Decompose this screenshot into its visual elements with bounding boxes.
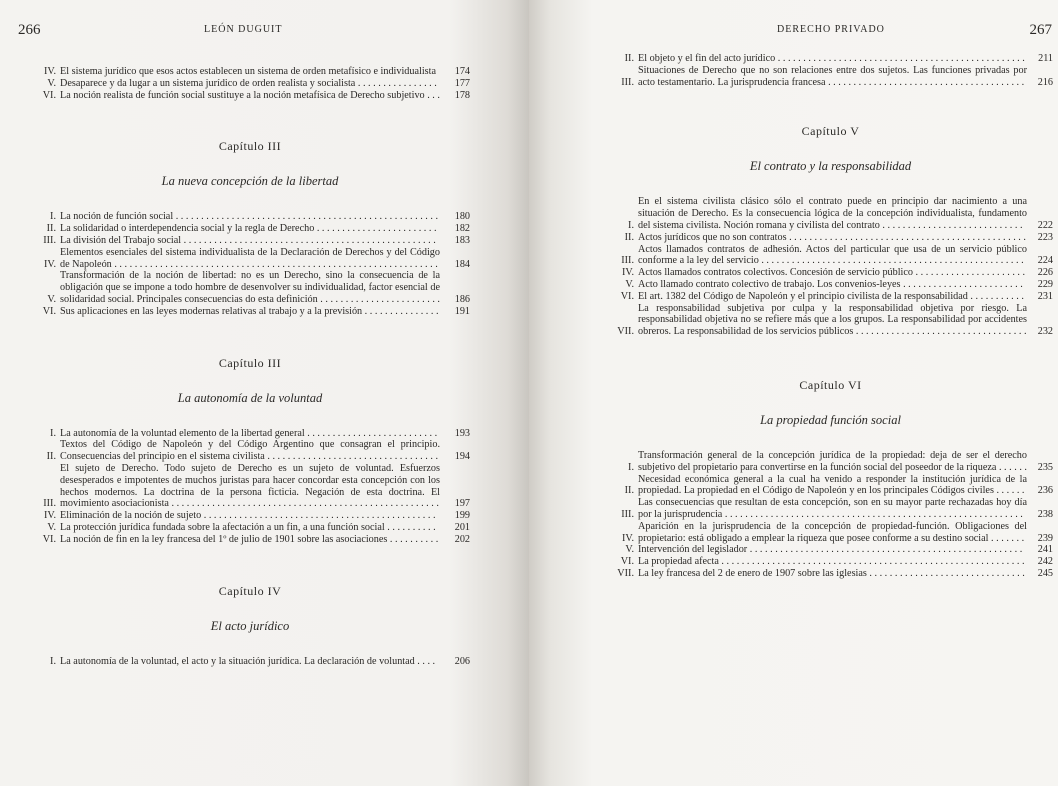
entry-title: Desaparece y da lugar a un sistema jurídico de orden realista y socialista . . . . . . . . . . . . . . . . [60, 77, 437, 89]
toc-entry [608, 232, 1053, 244]
entry-page: 180 [454, 211, 470, 223]
toc-entry [30, 223, 470, 235]
chapter-heading: Capítulo V [801, 124, 860, 139]
toc-section [30, 211, 470, 317]
entry-page: 232 [1037, 326, 1053, 338]
toc-entry [30, 78, 470, 90]
toc-entry [608, 450, 1053, 474]
entry-title: La propiedad afecta . . . . . . . . . . . . . . . . . . . . . . . . . . . . . . . . . . . . . . . . . . . . . . . . . . . . . . . . . . . . [638, 556, 1025, 568]
entry-page: 238 [1037, 508, 1053, 520]
entry-number: VII. [617, 567, 634, 579]
entry-page: 201 [454, 521, 470, 533]
entry-page: 229 [1037, 278, 1053, 290]
entry-page: 211 [1038, 53, 1053, 64]
toc-entry [608, 196, 1053, 231]
toc-entry [608, 497, 1053, 521]
entry-title: Aparición en la jurisprudencia de la concepción de propiedad-función. Obligaciones del propietario: está obligado a emplear la riqueza que posee conforme a su destino social . . . . . . . [638, 520, 1027, 544]
toc-entry [608, 303, 1053, 338]
toc-entry [30, 656, 470, 668]
entry-page: 194 [454, 451, 470, 463]
entry-number: I. [50, 655, 56, 667]
entry-title: En el sistema civilista clásico sólo el contrato puede en principio dar nacimiento a una situación de Derecho. Es la consecuencia lógica de la concepción individualista, fundamento del sistema civilista. Noción romana y civilista del contrato . . . . . . . . . . . . . . . . . . . . . . . . . . . . [638, 196, 1027, 231]
entry-number: VI. [42, 533, 56, 545]
entry-title: Actos llamados contratos colectivos. Concesión de servicio público . . . . . . . . . . . . . . . . . . . . . . [638, 267, 1026, 279]
chapter-title: La nueva concepción de la libertad [161, 174, 339, 189]
entry-number: III. [621, 508, 634, 520]
entry-page: 216 [1037, 76, 1053, 88]
entry-title: Eliminación de la noción de sujeto . . . . . . . . . . . . . . . . . . . . . . . . . . . . . . . . . . . . . . . . . . . . . . [60, 510, 436, 522]
chapter-title: El contrato y la responsabilidad [749, 159, 912, 174]
entry-page: 202 [454, 533, 470, 545]
entry-number: IV. [622, 532, 634, 544]
toc-entry [30, 439, 470, 463]
entry-page: 174 [454, 66, 470, 77]
toc-entry [608, 521, 1053, 545]
right-page [529, 0, 1058, 786]
toc-entry [30, 66, 470, 78]
entry-number: I. [50, 211, 56, 223]
entry-page: 183 [454, 234, 470, 246]
entry-title: El art. 1382 del Código de Napoleón y el principio civilista de la responsabilidad . . . . . . . . . . . [638, 290, 1024, 302]
entry-title: Textos del Código de Napoleón y del Código Argentino que consagran el principio. Consecuencias del principio en el sistema civilista . . . . . . . . . . . . . . . . . . . . . . . . . . . . . . . . . . [60, 439, 440, 463]
toc-entry [30, 522, 470, 534]
entry-title: Intervención del legislador . . . . . . . . . . . . . . . . . . . . . . . . . . . . . . . . . . . . . . . . . . . . . . . . . . . . . . [638, 544, 1023, 556]
entry-page: 236 [1037, 485, 1053, 497]
entry-page: 224 [1037, 255, 1053, 267]
toc-section [608, 450, 1053, 580]
entry-page: 206 [454, 655, 470, 667]
toc-entry [30, 306, 470, 318]
entry-title: La noción de fin en la ley francesa del 1º de julio de 1901 sobre las asociaciones . . . . . . . . . . [60, 533, 439, 545]
entry-number: III. [43, 234, 56, 246]
toc-content [30, 66, 470, 667]
toc-entry [608, 544, 1053, 556]
toc-entry [608, 568, 1053, 580]
toc-entry [30, 270, 470, 305]
entry-number: IV. [44, 66, 56, 77]
toc-content [608, 53, 1053, 580]
entry-page: 242 [1037, 556, 1053, 568]
toc-section [608, 196, 1053, 338]
entry-number: V. [47, 521, 56, 533]
toc-entry [30, 247, 470, 271]
entry-title: El sujeto de Derecho. Todo sujeto de Derecho es un sujeto de voluntad. Esfuerzos desesperados e impotentes de muchos juristas para hacer concordar esta concepción con los hechos modernos. La doctrina de la persona ficticia. Negación de esta doctrina. El movimiento asociacionista . . . . . . . . . . . . . . . . . . . . . . . . . . . . . . . . . . . . . . . . . . . . . . . . . . . . . [60, 462, 440, 510]
entry-page: 184 [454, 258, 470, 270]
entry-page: 197 [454, 498, 470, 510]
entry-page: 241 [1037, 544, 1053, 556]
entry-title: La protección jurídica fundada sobre la afectación a un fin, a una función social . . . . . . . . . . [60, 521, 436, 533]
entry-number: III. [43, 498, 56, 510]
entry-number: VI. [42, 305, 56, 317]
entry-title: La ley francesa del 2 de enero de 1907 sobre las iglesias . . . . . . . . . . . . . . . . . . . . . . . . . . . . . . . [638, 567, 1025, 579]
entry-page: 239 [1037, 532, 1053, 544]
entry-title: La autonomía de la voluntad, el acto y la situación jurídica. La declaración de voluntad . . . . [60, 655, 436, 667]
entry-number: I. [50, 427, 56, 439]
entry-number: II. [46, 451, 56, 463]
chapter-heading: Capítulo III [218, 139, 282, 154]
entry-number: V. [625, 544, 634, 556]
running-head: LEÓN DUGUIT [204, 24, 283, 35]
entry-number: III. [621, 255, 634, 267]
entry-number: VI. [42, 89, 56, 101]
toc-section [30, 66, 470, 101]
entry-number: IV. [44, 258, 56, 270]
entry-title: La división del Trabajo social . . . . . . . . . . . . . . . . . . . . . . . . . . . . . . . . . . . . . . . . . . . . . . . . . . [60, 234, 436, 246]
chapter-title: La autonomía de la voluntad [177, 390, 323, 405]
entry-title: El objeto y el fin del acto jurídico . . . . . . . . . . . . . . . . . . . . . . . . . . . . . . . . . . . . . . . . . . . . . . . . . [638, 53, 1025, 64]
chapter-title: El acto jurídico [210, 618, 290, 633]
entry-number: II. [624, 485, 634, 497]
chapter-title: La propiedad función social [760, 412, 901, 427]
page-number: 266 [18, 22, 41, 38]
toc-entry [30, 428, 470, 440]
entry-title: Actos llamados contratos de adhesión. Actos del particular que usa de un servicio público conforme a la ley del servicio . . . . . . . . . . . . . . . . . . . . . . . . . . . . . . . . . . . . . . . . . . . . . . . . . . . . [638, 243, 1027, 267]
entry-title: La noción realista de función social sustituye a la noción metafísica de Derecho subjetivo . . . [60, 89, 440, 101]
entry-page: 182 [454, 223, 470, 235]
entry-number: I. [628, 219, 634, 231]
entry-page: 222 [1037, 219, 1053, 231]
toc-entry [30, 510, 470, 522]
entry-page: 177 [454, 77, 470, 89]
entry-page: 193 [454, 427, 470, 439]
entry-page: 245 [1037, 567, 1053, 579]
entry-page: 191 [454, 305, 470, 317]
toc-entry [30, 211, 470, 223]
entry-number: II. [46, 223, 56, 235]
toc-section [608, 53, 1053, 88]
entry-title: La solidaridad o interdependencia social y la regla de Derecho . . . . . . . . . . . . . . . . . . . . . . . . [60, 223, 437, 235]
entry-title: La autonomía de la voluntad elemento de la libertad general . . . . . . . . . . . . . . . . . . . . . . . . . . [60, 427, 438, 439]
toc-entry [608, 279, 1053, 291]
entry-title: Actos jurídicos que no son contratos . . . . . . . . . . . . . . . . . . . . . . . . . . . . . . . . . . . . . . . . . . . . . . . [638, 231, 1026, 243]
entry-number: III. [621, 76, 634, 88]
toc-section [30, 428, 470, 546]
entry-number: V. [625, 278, 634, 290]
entry-title: La responsabilidad subjetiva por culpa y la responsabilidad objetiva por riesgo. La responsabilidad objetiva no se refiere más que a los grupos. La responsabilidad por accidentes obreros. La responsabilidad de los servicios públicos . . . . . . . . . . . . . . . . . . . . . . . . . . . . . . . . . . [638, 302, 1027, 338]
toc-entry [30, 534, 470, 546]
entry-page: 178 [454, 89, 470, 101]
entry-number: I. [628, 461, 634, 473]
entry-title: Transformación general de la concepción jurídica de la propiedad: deja de ser el derecho subjetivo del propietario para convertirse en la función social del poseedor de la riqueza . . . . . . [638, 449, 1027, 473]
entry-title: El sistema jurídico que esos actos establecen un sistema de orden metafísico e individualista [60, 66, 436, 77]
entry-page: 223 [1037, 231, 1053, 243]
toc-entry [608, 556, 1053, 568]
entry-number: IV. [622, 267, 634, 279]
entry-number: II. [624, 231, 634, 243]
entry-page: 199 [454, 510, 470, 522]
entry-title: La noción de función social . . . . . . . . . . . . . . . . . . . . . . . . . . . . . . . . . . . . . . . . . . . . . . . . . . . . [60, 211, 439, 223]
entry-title: Elementos esenciales del sistema individualista de la Declaración de Derechos y del Código de Napoleón . . . . . . . . . . . . . . . . . . . . . . . . . . . . . . . . . . . . . . . . . . . . . . . . . . . . . . . . . . . . . . . . [60, 246, 440, 270]
entry-title: Sus aplicaciones en las leyes modernas relativas al trabajo y a la previsión . . . . . . . . . . . . . . . [60, 305, 439, 317]
toc-entry [608, 267, 1053, 279]
entry-title: Situaciones de Derecho que no son relaciones entre dos sujetos. Las funciones privadas por acto testamentario. La jurisprudencia francesa . . . . . . . . . . . . . . . . . . . . . . . . . . . . . . . . . . . . . . . [638, 64, 1027, 88]
toc-entry [608, 53, 1053, 65]
entry-number: IV. [44, 510, 56, 522]
entry-page: 231 [1037, 290, 1053, 302]
entry-number: V. [47, 293, 56, 305]
entry-number: VI. [620, 556, 634, 568]
page-number: 267 [1029, 22, 1052, 38]
chapter-heading: Capítulo VI [799, 377, 862, 392]
entry-number: V. [47, 77, 56, 89]
toc-entry [30, 90, 470, 102]
chapter-heading: Capítulo III [218, 355, 282, 370]
entry-title: Acto llamado contrato colectivo de trabajo. Los convenios-leyes . . . . . . . . . . . . . . . . . . . . . . . . [638, 278, 1023, 290]
toc-entry [608, 474, 1053, 498]
toc-section [30, 656, 470, 668]
toc-entry [608, 244, 1053, 268]
entry-number: II. [624, 53, 634, 64]
running-head: DERECHO PRIVADO [777, 24, 885, 35]
chapter-heading: Capítulo IV [218, 583, 282, 598]
entry-page: 186 [454, 293, 470, 305]
entry-title: Las consecuencias que resultan de esta concepción, son en su mayor parte rechazadas hoy día por la jurisprudencia . . . . . . . . . . . . . . . . . . . . . . . . . . . . . . . . . . . . . . . . . . . . . . . . . . . . . . . . . . . [638, 497, 1027, 520]
entry-number: VI. [620, 290, 634, 302]
entry-page: 226 [1037, 267, 1053, 279]
toc-entry [30, 235, 470, 247]
entry-title: Necesidad económica general a la cual ha venido a responder la institución jurídica de la propiedad. La propiedad en el Código de Napoleón y en los principales Códigos civiles . . . . . . [638, 473, 1027, 497]
entry-number: VII. [617, 326, 634, 338]
entry-title: Transformación de la noción de libertad: no es un Derecho, sino la consecuencia de la obligación que se impone a todo hombre de desenvolver su individualidad, factor esencial de solidaridad social. Principales consecuencias do esta definición . . . . . . . . . . . . . . . . . . . . . . . . [60, 270, 440, 305]
entry-page: 235 [1037, 461, 1053, 473]
toc-entry [30, 463, 470, 510]
toc-entry [608, 291, 1053, 303]
toc-entry [608, 65, 1053, 89]
